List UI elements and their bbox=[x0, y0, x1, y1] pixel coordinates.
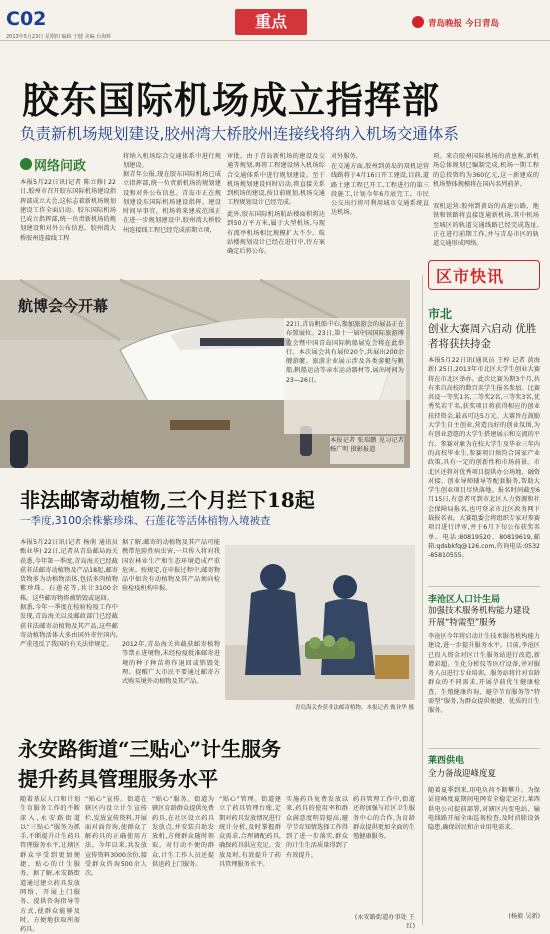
drugs-paragraph: “贴心”管理。街道建立了药具管理台账,定期对药具发放情况进行统计分析,及时掌握群众需求,合理调配药具,确保药具供应充足、发放及时,有效提升了药具管理服务水平。 bbox=[219, 796, 281, 869]
sidebar-section: 莱西供电 bbox=[428, 756, 465, 766]
edition-tab: 重点 bbox=[235, 9, 307, 35]
drugs-headline-line1: 永安路街道“三贴心”计生服务 bbox=[18, 737, 282, 761]
newspaper-logo-icon bbox=[412, 16, 424, 28]
lead-paragraph: 在交通方面,胶州到黄岛的双机运营线路将于4月16日开工建设,目前,道路土建工程已开工,工程进行的第三段施工,计划今年6月底完工。市民公交出行将可利用城市交通系统直达机场。 bbox=[331, 163, 429, 217]
drugs-paragraph: 药具管理工作中,街道还将加强与社区卫生服务中心的合作,为育龄群众提供更加全面的生殖健康服务。 bbox=[353, 796, 415, 841]
expo-credit: 本报记者 张瑞鹏 见习记者 杨广明 摄影报道 bbox=[330, 436, 404, 464]
lead-paragraph: 将纳入机场综合交通体系中进行规划建设。 bbox=[123, 153, 221, 170]
sidebar-credit: (杨毅 吴新) bbox=[508, 913, 540, 920]
drugs-paragraph: 随着基层人口和计划生育服务工作的不断深入,永安路街道以“三贴心”服务为抓手,不断提升计生药具管理服务水平,让辖区群众享受到更加便捷、贴心的计生服务。据了解,永安路街道通过建立药具发放网络、开展上门服务、提供咨询指导等方式,使群众能够及时、方便地获取所需药具。 bbox=[20, 796, 80, 934]
sidebar-brand: 区市快讯 bbox=[436, 267, 505, 286]
lead-paragraph: 本报5月22日讯(记者 陈立修) 22日,胶州市召开胶东国际机场建设指挥部成立大会,这标志着新机场规划建设工作全面启动。胶东国际机场已成立指挥部,统一负责新机场的规划建设和对外公布信息。胶州湾大桥胶州连接线工程 bbox=[20, 179, 116, 242]
sidebar-title: 全力备战迎峰度夏 bbox=[428, 769, 497, 779]
newspaper-brand: 青岛晚报 今日青岛 bbox=[428, 19, 499, 29]
sidebar-body: 随着夏季到来,用电负荷不断攀升。为保证迎峰度夏期间电网安全稳定运行,莱西供电公司提前部署,对辖区内变电站、输电线路开展全面巡视检查,及时消除设备隐患,确保居民和企业用电需求。 bbox=[428, 787, 540, 832]
sidebar-divider bbox=[428, 748, 540, 749]
lead-paragraph: 据青年公报,现在胶东国际机场已成立指挥部,统一负责新机场的规划建设和对外公布信息。青岛市正在规划建设东国际机场建设指挥。建设时间早事宜。机场将来建成范围正在进一步规划建设中,胶州湾大桥胶州连接线工程已经完成前期立项, bbox=[123, 171, 221, 234]
sidebar-section: 市北 bbox=[428, 307, 453, 321]
sidebar-divider bbox=[428, 586, 540, 587]
drugs-paragraph: “贴心”服务。街道为辖区育龄群众提供免费药具,在社区设立药具发放点,并安装自助发放机,方便群众随时领取。对行动不便的群众,计生工作人员还提供送药上门服务。 bbox=[152, 796, 214, 869]
plants-paragraph: 2012年,青岛海关共截获邮寄植物等禁止进境物,未经检疫批准邮寄进境的种子种苗将作退回或销毁处理。提醒广大市民不要通过邮寄方式购买境外动植物及其产品。 bbox=[122, 641, 220, 686]
spacer bbox=[10, 318, 110, 330]
plants-paragraph: 本报5月22日讯(记者 杨萌 通讯员 甄业华) 22日,记者从青岛邮局海关获悉,今年第一季度,青岛海关已经截获非法邮寄动植物及产品18起,邮寄货物多为动植物活体,包括多肉植物紫珍珠、石莲花等,共计3100余株。这些邮寄物将被销毁或退回。 bbox=[20, 539, 118, 602]
drugs-paragraph: 实施药具免费发放以来,药具的使用率和群众满意度明显提高,避孕节育知情选择工作得到了进一步落实,群众的计生生活质量得到了有效提升。 bbox=[286, 796, 348, 859]
plants-paragraph: 据了解,邮寄的动植物及其产品可能携带危险性病虫害,一旦传入将对我国农林业生产和生态环境造成严重危害。按规定,在申报过程中,邮寄物品中如含有动植物及其产品须向检验检疫机构申报。 bbox=[122, 539, 220, 593]
sidebar-section: 李沧区人口计生局 bbox=[428, 595, 501, 605]
drugs-headline-line2: 提升药具管理服务水平 bbox=[18, 767, 218, 791]
sidebar-title: 加强技术服务机构能力建设 开展“特需型”服务 bbox=[428, 606, 531, 628]
customs-officers-photo bbox=[225, 545, 415, 700]
column-label: 网络问政 bbox=[34, 159, 87, 174]
lead-paragraph: 项。来自胶州国际机场的消息称,新机场总体规划已编制完成,机场一期工程的总投资约为360亿元,这一新建成的机场整体规模将在国内名列前茅。 bbox=[433, 153, 539, 188]
drugs-credit: (永安路街道办事处 王红) bbox=[354, 914, 415, 931]
date-line: 2013年5月23日 星期四 编辑 于健 美编 台海辉 bbox=[6, 34, 112, 40]
sidebar-brand-box bbox=[428, 258, 540, 294]
plants-photo-caption: 青岛海关查获非法邮寄植物。本报记者 甄业华 摄 bbox=[295, 705, 414, 711]
sidebar-divider bbox=[422, 275, 423, 925]
lead-paragraph: 此外,胶东国际机场航站楼面积将达到50万平方米,属于大型机场,与现有流亭机场相比规模扩大不少。航站楼规划设计已经在进行中,待方案确定后将公布。 bbox=[227, 211, 325, 256]
drugs-paragraph: “贴心”宣传。街道在辖区内设立计生宣传栏,发放宣传资料,开展面对面咨询,使群众了解药具的正确使用方法。今年以来,共发放宣传资料3000余份,接受群众咨询500余人次。 bbox=[85, 796, 147, 878]
lead-paragraph: 对外服务。 bbox=[331, 153, 362, 160]
expo-caption: 22日,青岛帆船中心,参加旅游会的展品正在布置展位。23日,第十一届中国国际旅游博览会暨中国青岛国际帆船展览会将在此举行。本次展会共有展位20个,共展出200余艘游艇。旅游企业展示涉及各类游艇与帆船,帆船运动等亲水运动器材等,展出时间为23—26日。 bbox=[284, 318, 406, 434]
sidebar-body: 李沧区今年将启动计生技术服务机构能力建设,进一步提升服务水平。目前,李沧区已投入资金对区计生服务站进行改造,新增彩超、生化分析仪等医疗设备,并对服务人员进行专业培训。服务站将针对育龄群众的不同需求,开展孕前优生健康检查、生殖健康咨询、避孕节育服务等“特需型”服务,为群众提供便捷、优质的计生服务。 bbox=[428, 633, 540, 715]
plants-subhead: 一季度,3100余株紫珍珠、石莲花等活体植物入境被查 bbox=[20, 515, 271, 527]
lead-paragraph: 双机运营:胶州到黄岛的高速公路、地铁和铁路将直接连通新机场,其中机场至城区的轨道交通线路已经完成选址,正在进行前期工作,并与青岛市区的轨道交通形成网络。 bbox=[433, 203, 539, 248]
sidebar-title: 创业大赛周六启动 优胜者将获扶持金 bbox=[428, 323, 537, 350]
plants-headline: 非法邮寄动植物,三个月拦下18起 bbox=[20, 488, 315, 512]
sidebar-body: 本报5月22日讯(通讯员 王梓 记者 黄海新) 25日,2013年市北区大学生创业大赛将在市北区举办。此次比赛为期3个月,共有来自高校的数百名学生报名参加。比赛共设一等奖1名,二等奖2名,三等奖3名,优秀奖若干名,获奖项目将获得相应的创业扶持资金,最高可达5万元。大赛旨在鼓励大学生自主创业,营造良好的创业氛围,为有创业意愿的大学生搭建展示和交流的平台。参赛对象为在校大学生及毕业三年内的高校毕业生,参赛项目须符合国家产业政策,具有一定的创新性和市场前景。市北区还将对优秀项目提供办公场地、融资对接、创业导师辅导等配套服务,帮助大学生创业项目尽快落地。报名时间截至6月15日,有意者可到市北区人力资源和社会保障局报名,也可登录市北区政务网下载报名表。大赛组委会将组织专家对参赛项目进行评审,并于6月下旬公布获奖名单。电话:80819520、80819619,邮箱:qdsbkfq@126.com,咨询电话:0532-85810555。 bbox=[428, 357, 540, 560]
lead-subhead: 负责新机场规划建设,胶州湾大桥胶州连接线将纳入机场交通体系 bbox=[20, 125, 459, 143]
web-politics-icon bbox=[20, 158, 32, 170]
lead-headline: 胶东国际机场成立指挥部 bbox=[22, 78, 440, 122]
lead-paragraph: 审批。由于青岛新机场的建设及交通等规划,再将工程建设纳入机场综合交通体系中进行规划建设。至于机场规划建设何时启动,将直接关系到机场的建设,按目前规划,机场交通工程规划设计已经完成。 bbox=[227, 153, 325, 207]
customs-illustration bbox=[225, 545, 415, 700]
expo-title: 航博会今开幕 bbox=[18, 297, 109, 315]
page-number: C02 bbox=[6, 8, 47, 30]
plants-paragraph: 据悉,今年一季度在检验检疫工作中发现,青岛海关以及邮政部门已经截获非法邮寄动植物及其产品,这些邮寄动植物活体大多由国外寄往国内,严重违反了我国的有关法律规定。 bbox=[20, 604, 118, 649]
